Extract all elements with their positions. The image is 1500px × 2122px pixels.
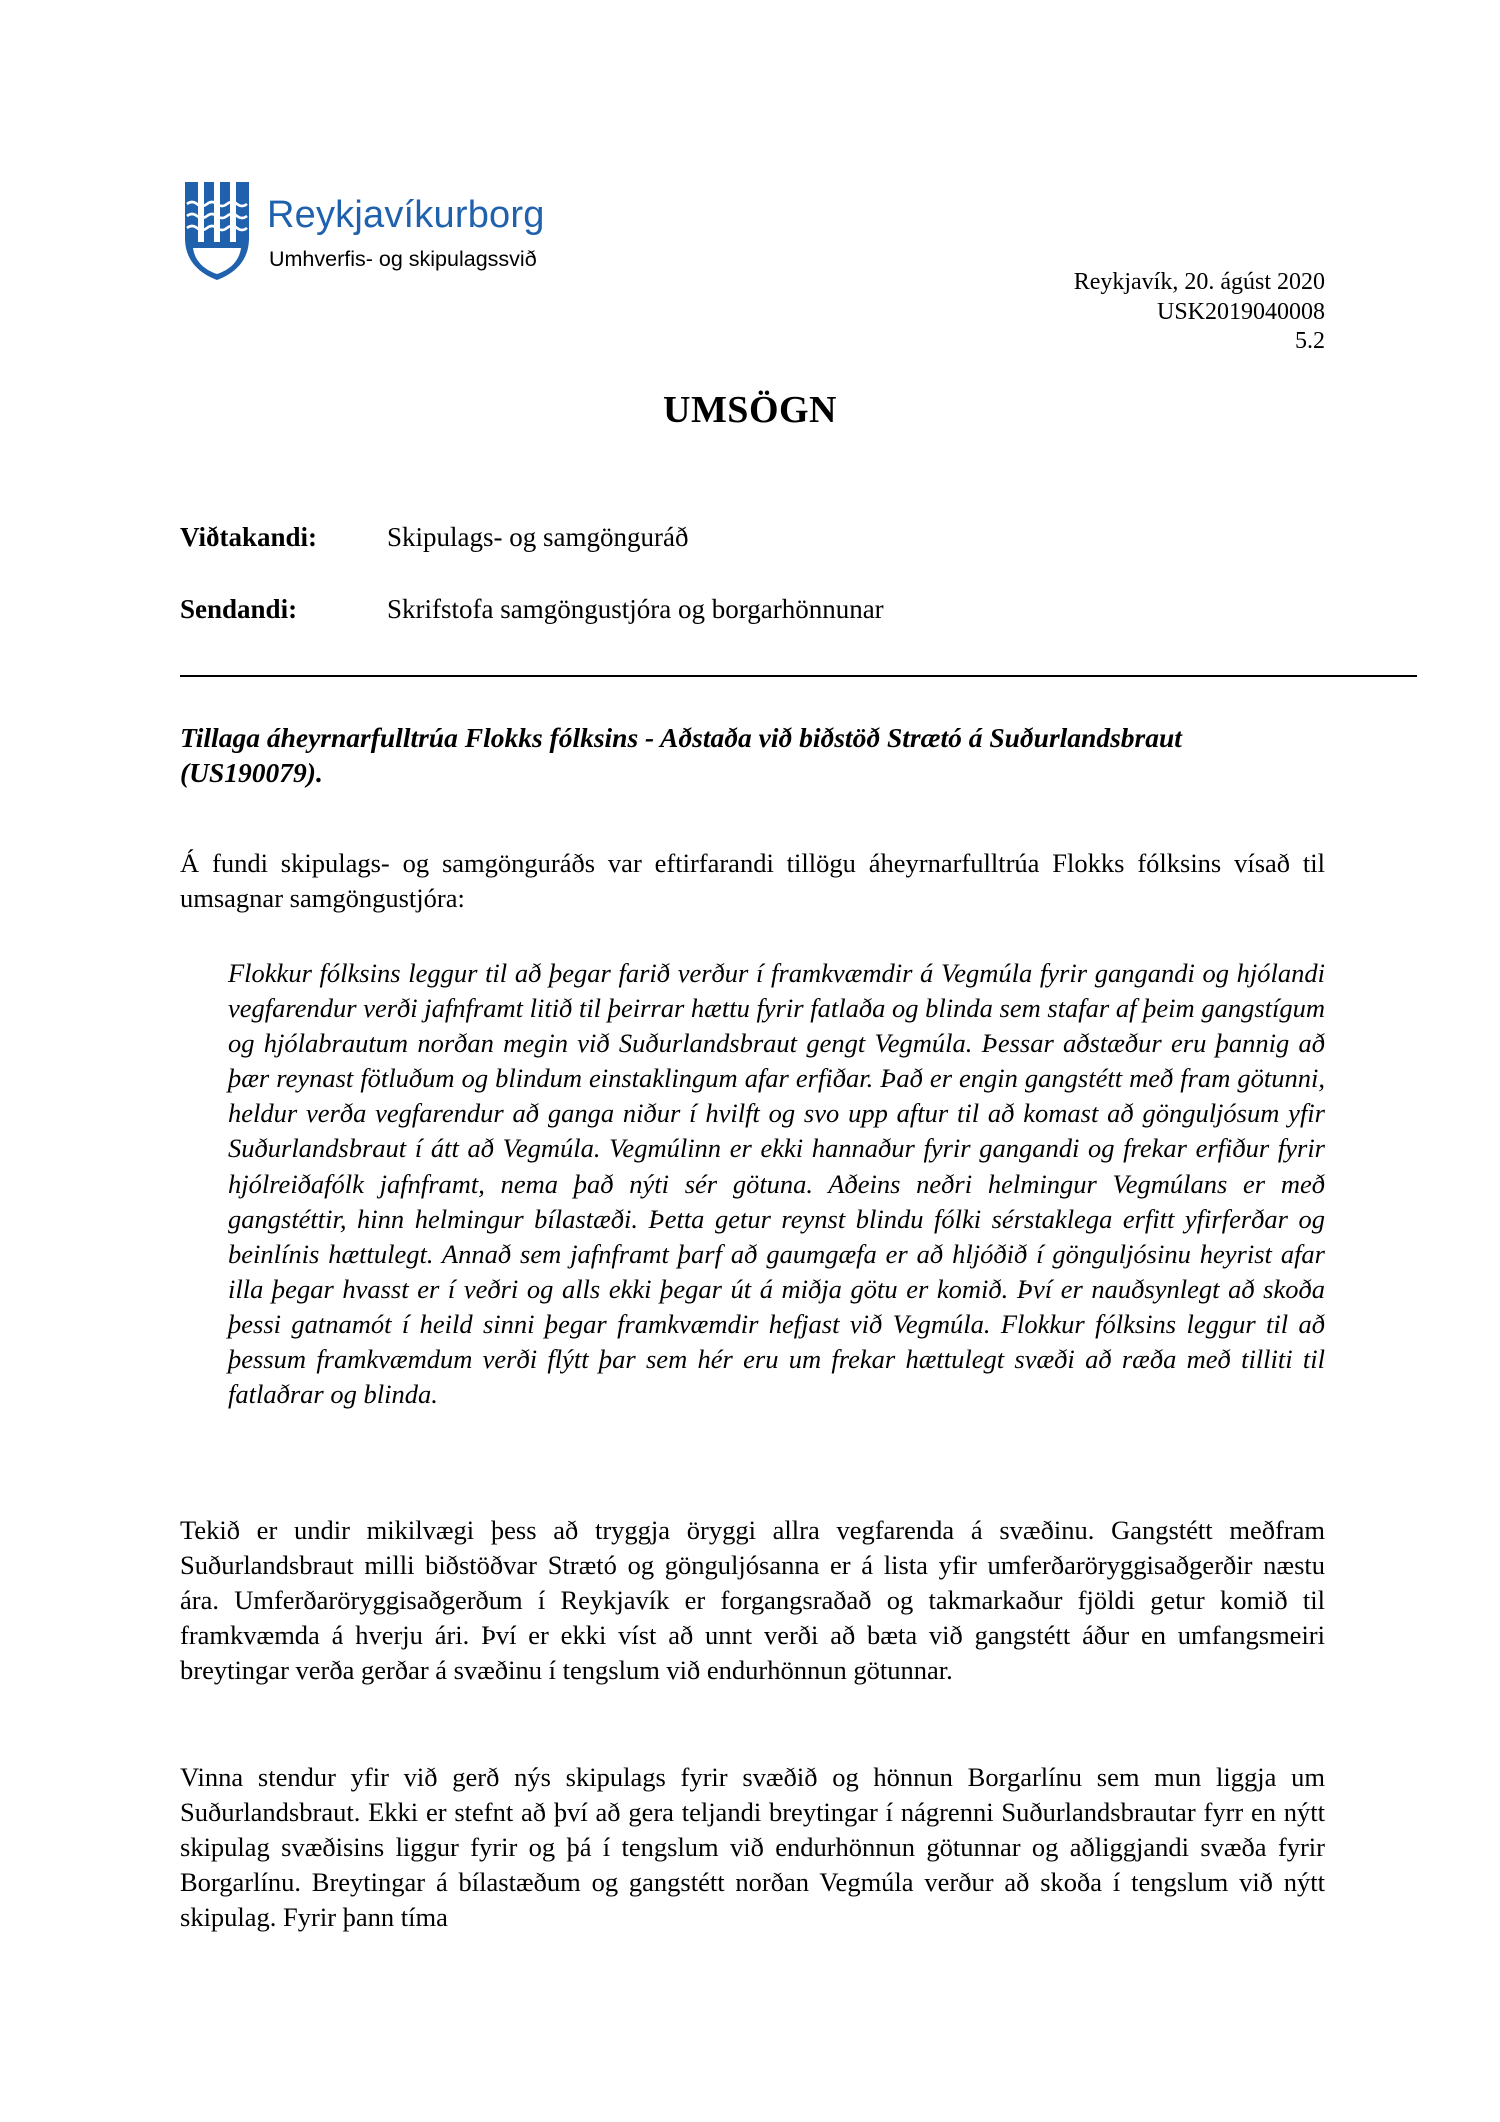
recipient-label: Viðtakandi: <box>180 522 318 552</box>
header-divider <box>180 675 1417 677</box>
sender-label: Sendandi: <box>180 594 298 624</box>
body-paragraph-2: Vinna stendur yfir við gerð nýs skipulags fyrir svæðið og hönnun Borgarlínu sem mun liggja um Suðurlandsbraut. Ekki er stefnt að því að gera teljandi breytingar í nágrenni Suðurlandsbrautar fyrr en nýtt skipulag svæðisins liggur fyrir og þá í tengslum við endurhönnun götunnar og aðliggjandi svæða fyrir Borgarlínu. Breytingar á bílastæðum og gangstétt norðan Vegmúla verður að skoða í tengslum við nýtt skipulag. Fyrir þann tíma <box>180 1762 1325 1932</box>
department-name: Umhverfis- og skipulagssvið <box>269 247 537 271</box>
recipient-value: Skipulags- og samgönguráð <box>387 522 689 552</box>
body-paragraph-1: Tekið er undir mikilvægi þess að tryggja öryggi allra vegfarenda á svæðinu. Gangstétt meðfram Suðurlandsbraut milli biðstöðvar Strætó og gönguljósanna er á lista yfir umferðaröryggisaðgerðir næstu ára. Umferðaröryggisaðgerðum í Reykjavík er forgangsraðað og takmarkaður fjöldi getur komið til framkvæmda á hverju ári. Því er ekki víst að unnt verði að bæta við gangstétt áður en umfangsmeiri breytingar verða gerðar á svæðinu í tengslum við endurhönnun götunnar. <box>180 1515 1325 1685</box>
item-number: 5.2 <box>1295 328 1325 354</box>
coat-of-arms-icon <box>183 180 251 282</box>
case-number: USK2019040008 <box>1156 298 1325 325</box>
intro-paragraph: Á fundi skipulags- og samgönguráðs var eftirfarandi tillögu áheyrnarfulltrúa Flokks fólksins vísað til umsagnar samgöngustjóra: <box>180 848 1325 913</box>
document-meta <box>1074 268 1325 357</box>
proposal-quote: Flokkur fólksins leggur til að þegar farið verður í framkvæmdir á Vegmúla fyrir gangandi og hjólandi vegfarendur verði jafnframt litið til þeirrar hættu fyrir fatlaða og blinda sem stafar af þeim gangstígum og hjólabrautum norðan megin við Suðurlandsbraut gengt Vegmúla. Þessar aðstæður eru þannig að þær reynast fötluðum og blindum einstaklingum afar erfiðar. Það er engin gangstétt með fram götunni, heldur verða vegfarendur að ganga niður í hvilft og svo upp aftur til að komast að gönguljósum yfir Suðurlandsbraut í átt að Vegmúla. Vegmúlinn er ekki hannaður fyrir gangandi og frekar erfiður fyrir hjólreiðafólk jafnframt, nema það nýti sér götuna. Aðeins neðri helmingur Vegmúlans er með gangstéttir, hinn helmingur bílastæði. Þetta getur reynst blindu fólki sérstaklega erfitt yfirferðar og beinlínis hættulegt. Annað sem jafnframt þarf að gaumgæfa er að hljóðið í gönguljósinu heyrist afar illa þegar hvasst er í veðri og alls ekki þegar út á miðja götu er komið. Því er nauðsynlegt að skoða þessi gatnamót í heild sinni þegar framkvæmdir hefjast við Vegmúla. Flokkur fólksins leggur til að þessum framkvæmdum verði flýtt þar sem hér eru um frekar hættulegt svæði að ræða með tilliti til fatlaðrar og blinda. <box>228 958 1325 1410</box>
place-date: Reykjavík, 20. ágúst 2020 <box>1073 269 1325 295</box>
sender-value: Skrifstofa samgöngustjóra og borgarhönnunar <box>387 594 884 624</box>
subject-heading: Tillaga áheyrnarfulltrúa Flokks fólksins - Aðstaða við biðstöð Strætó á Suðurlandsbraut (US190079). <box>180 722 1182 788</box>
org-name: Reykjavíkurborg <box>267 194 545 236</box>
document-title: UMSÖGN <box>663 389 837 431</box>
